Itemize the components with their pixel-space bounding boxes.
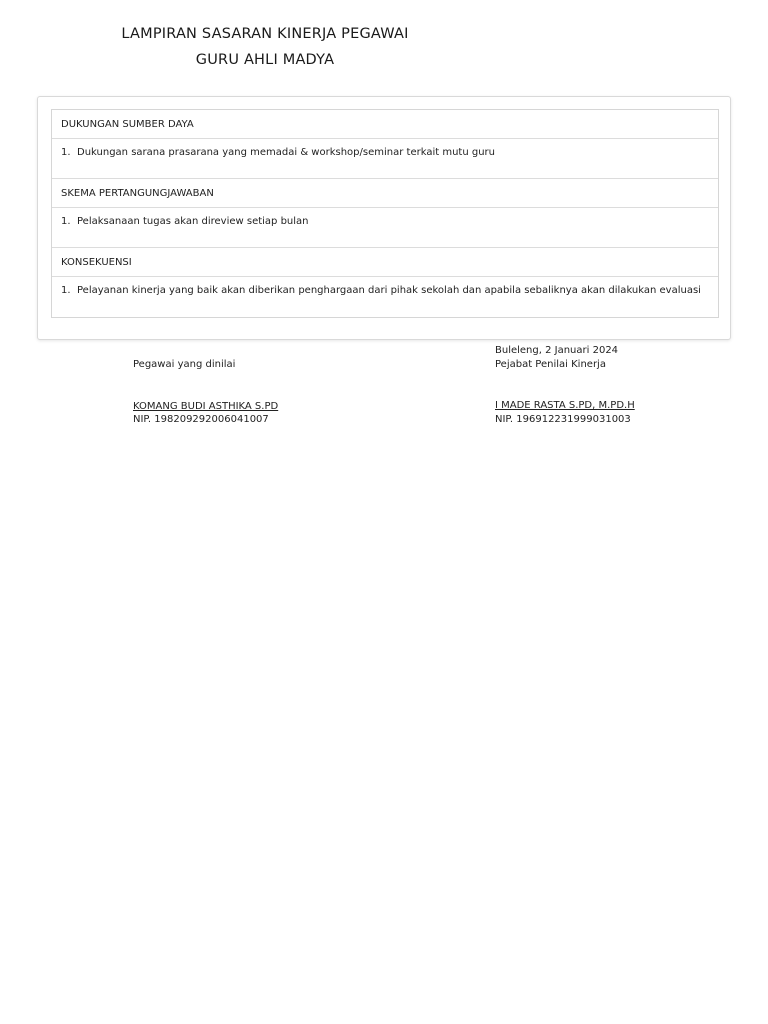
item-number: 1. — [61, 147, 71, 158]
page-subtitle: GURU AHLI MADYA — [195, 52, 335, 68]
content-card — [37, 96, 731, 340]
signature-block-employee — [133, 358, 278, 427]
signer-name: KOMANG BUDI ASTHIKA S.PD — [133, 400, 279, 412]
signer-nip: NIP. 196912231999031003 — [495, 413, 631, 425]
section-item-dukungan — [52, 139, 718, 179]
signer-role: Pejabat Penilai Kinerja — [495, 358, 606, 370]
section-item-skema — [52, 208, 718, 248]
section-heading-dukungan: DUKUNGAN SUMBER DAYA — [52, 110, 718, 139]
place-date: Buleleng, 2 Januari 2024 — [495, 345, 619, 356]
item-number: 1. — [61, 216, 71, 227]
section-item-konsekuensi — [52, 277, 718, 317]
signature-block-assessor — [495, 344, 635, 426]
item-text: Pelayanan kinerja yang baik akan diberikan penghargaan dari pihak sekolah dan apabila sebaliknya akan dilakukan evaluasi — [77, 285, 701, 296]
sections-table — [51, 109, 719, 318]
signature-space — [495, 371, 635, 399]
signature-space — [133, 372, 278, 400]
section-heading-skema: SKEMA PERTANGUNGJAWABAN — [52, 179, 718, 208]
signer-role: Pegawai yang dinilai — [133, 359, 236, 370]
signer-name: I MADE RASTA S.PD, M.PD.H — [495, 400, 635, 411]
signer-nip: NIP. 198209292006041007 — [133, 414, 269, 425]
page-title: LAMPIRAN SASARAN KINERJA PEGAWAI — [121, 26, 409, 42]
item-text: Dukungan sarana prasarana yang memadai & workshop/seminar terkait mutu guru — [77, 147, 495, 158]
section-heading-konsekuensi: KONSEKUENSI — [52, 248, 718, 277]
item-number: 1. — [61, 285, 71, 296]
item-text: Pelaksanaan tugas akan direview setiap bulan — [77, 216, 309, 227]
